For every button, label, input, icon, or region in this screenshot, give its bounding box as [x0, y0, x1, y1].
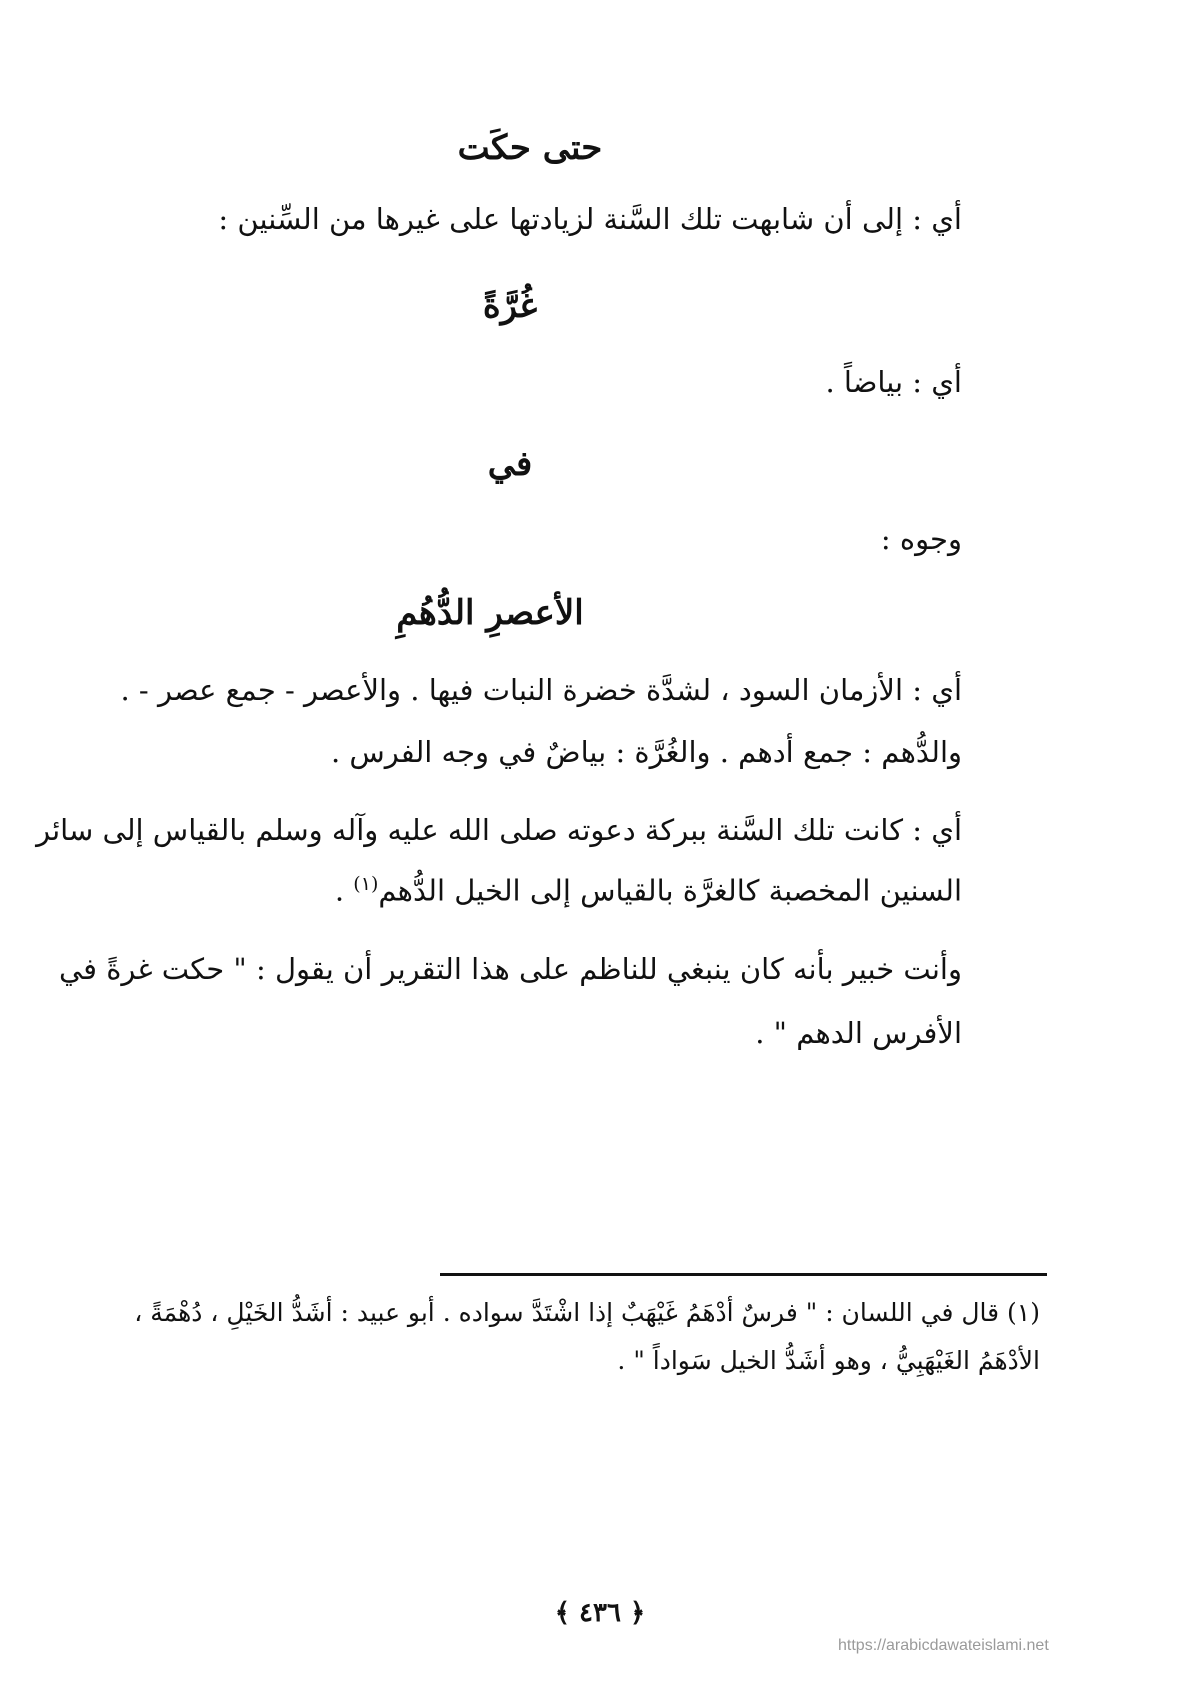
watermark-url: https://arabicdawateislami.net [838, 1637, 1049, 1654]
verse-fragment-heading-1: حتى حكَت [457, 128, 603, 168]
paragraph-line: والدُّهم : جمع أدهم . والغُرَّة : بياضٌ في وجه الفرس . [330, 735, 962, 769]
footnote-reference[interactable]: (١) [353, 873, 379, 895]
paragraph-line: الأفرس الدهم " . [755, 1016, 962, 1050]
paragraph-line: وأنت خبير بأنه كان ينبغي للناظم على هذا التقرير أن يقول : " حكت غرةً في [58, 952, 962, 986]
verse-fragment-heading-4: الأعصرِ الدُّهُمِ [396, 593, 584, 633]
paragraph-end: . [334, 873, 354, 908]
footnote-divider [440, 1273, 1047, 1276]
verse-fragment-heading-3: في [487, 444, 533, 484]
paragraph-text: السنين المخصبة كالغرَّة بالقياس إلى الخيل الدُّهم [378, 873, 962, 908]
commentary-line: أي : إلى أن شابهت تلك السَّنة لزيادتها على غيرها من السِّنين : [218, 202, 962, 236]
page-number: ﴿ ٤٣٦ ﴾ [554, 1598, 646, 1628]
commentary-line: أي : بياضاً . [825, 365, 962, 399]
verse-fragment-heading-2: غُرَّةً [482, 286, 538, 326]
footnote-line: الأدْهَمُ الغَيْهَبِيُّ ، وهو أشَدُّ الخيل سَواداً " . [617, 1346, 1040, 1375]
paragraph-line: أي : كانت تلك السَّنة ببركة دعوته صلى الله عليه وآله وسلم بالقياس إلى سائر [36, 813, 962, 847]
paragraph-line: أي : الأزمان السود ، لشدَّة خضرة النبات فيها . والأعصر - جمع عصر - . [120, 673, 962, 707]
commentary-line: وجوه : [880, 522, 962, 556]
paragraph-line-with-footnote-ref [167, 873, 962, 908]
footnote-line: (١) قال في اللسان : " فرسٌ أدْهَمُ غَيْهَبٌ إذا اشْتَدَّ سواده . أبو عبيد : أشَدُّ الخَيْلِ ، دُهْمَةً ، [134, 1298, 1040, 1327]
